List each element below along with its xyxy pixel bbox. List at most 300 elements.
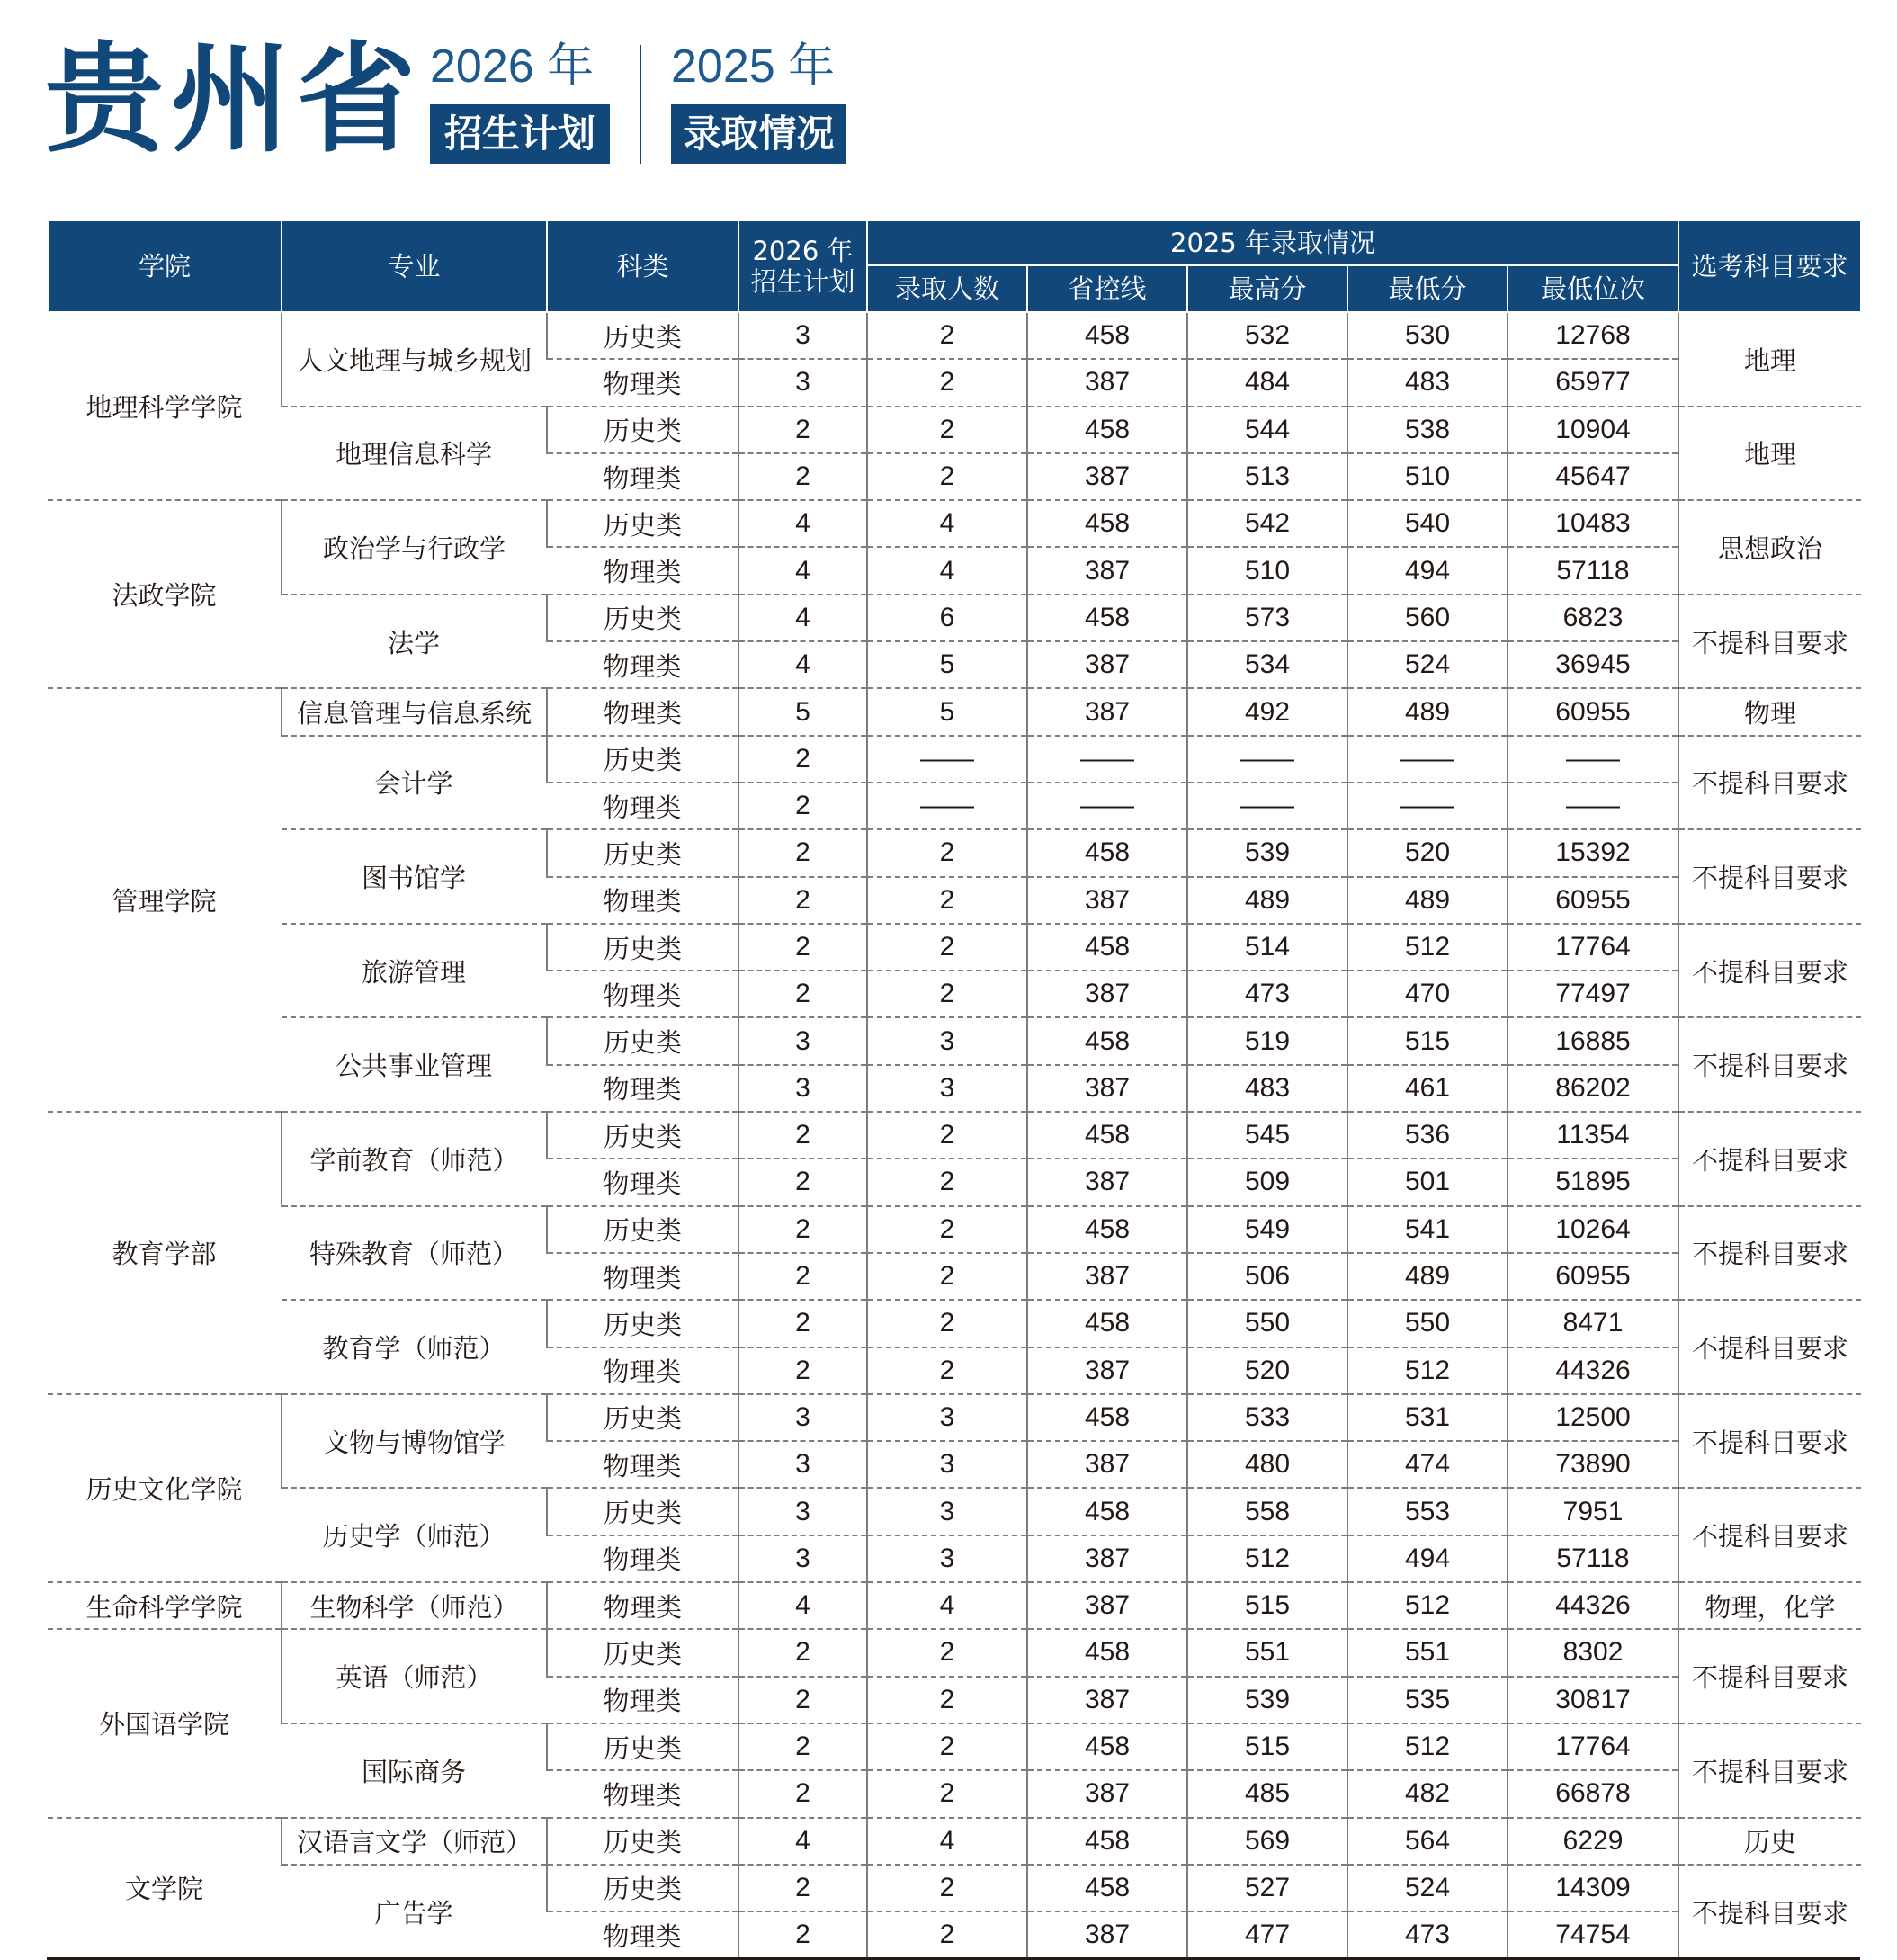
category-cell: 历史类 [547, 1818, 738, 1865]
admission-table-container [47, 219, 1860, 1957]
max-score-cell: 513 [1187, 453, 1347, 500]
province-title: 贵州省 [45, 31, 423, 169]
table-row [48, 924, 1861, 971]
header-major: 专业 [282, 220, 547, 312]
table-row [48, 1017, 1861, 1064]
admitted-cell: 2 [867, 1865, 1027, 1911]
page-header [0, 0, 1897, 180]
category-cell: 历史类 [547, 1865, 738, 1911]
min-rank-cell: 36945 [1508, 641, 1678, 688]
category-cell: 历史类 [547, 1723, 738, 1770]
category-cell: 物理类 [547, 359, 738, 406]
table-row [48, 1206, 1861, 1253]
admitted-cell: 2 [867, 1206, 1027, 1253]
admitted-cell: 2 [867, 877, 1027, 924]
admitted-cell: 2 [867, 312, 1027, 359]
admitted-cell: 3 [867, 1017, 1027, 1064]
control-line-cell: 387 [1027, 1347, 1187, 1394]
table-row [48, 1629, 1861, 1676]
admitted-cell: 2 [867, 1253, 1027, 1300]
subject-req-cell: 不提科目要求 [1678, 1488, 1861, 1582]
control-line-cell: —— [1027, 783, 1187, 829]
control-line-cell: 458 [1027, 407, 1187, 453]
category-cell: 物理类 [547, 971, 738, 1017]
admitted-cell: 3 [867, 1535, 1027, 1582]
max-score-cell: 550 [1187, 1300, 1347, 1347]
admitted-cell: 2 [867, 407, 1027, 453]
plan-cell: 3 [738, 1394, 867, 1441]
header-subject-req: 选考科目要求 [1678, 220, 1861, 312]
header-control-line: 省控线 [1027, 265, 1187, 312]
plan-cell: 4 [738, 547, 867, 594]
admit-tag: 录取情况 [671, 104, 846, 164]
admitted-cell: 4 [867, 1582, 1027, 1629]
max-score-cell: 485 [1187, 1770, 1347, 1817]
plan-cell: 4 [738, 1818, 867, 1865]
control-line-cell: 458 [1027, 1300, 1187, 1347]
major-cell: 教育学（师范） [282, 1300, 547, 1394]
control-line-cell: 387 [1027, 359, 1187, 406]
min-rank-cell: 45647 [1508, 453, 1678, 500]
min-rank-cell: 7951 [1508, 1488, 1678, 1535]
control-line-cell: 387 [1027, 1065, 1187, 1112]
plan-cell: 2 [738, 1911, 867, 1957]
plan-cell: 2 [738, 1253, 867, 1300]
min-score-cell: 494 [1347, 1535, 1508, 1582]
min-score-cell: 553 [1347, 1488, 1508, 1535]
category-cell: 物理类 [547, 453, 738, 500]
table-row [48, 1488, 1861, 1535]
max-score-cell: 539 [1187, 829, 1347, 876]
min-rank-cell: —— [1508, 783, 1678, 829]
header-admit-group: 2025 年录取情况 [867, 220, 1678, 265]
header-category: 科类 [547, 220, 738, 312]
table-row [48, 1723, 1861, 1770]
plan-cell: 2 [738, 783, 867, 829]
category-cell: 物理类 [547, 877, 738, 924]
control-line-cell: 387 [1027, 1582, 1187, 1629]
min-rank-cell: 10483 [1508, 500, 1678, 547]
min-score-cell: 540 [1347, 500, 1508, 547]
plan-cell: 4 [738, 500, 867, 547]
max-score-cell: —— [1187, 783, 1347, 829]
max-score-cell: 483 [1187, 1065, 1347, 1112]
subject-req-cell: 地理 [1678, 312, 1861, 407]
min-rank-cell: 44326 [1508, 1347, 1678, 1394]
max-score-cell: 519 [1187, 1017, 1347, 1064]
max-score-cell: 509 [1187, 1159, 1347, 1205]
major-cell: 学前教育（师范） [282, 1112, 547, 1206]
admitted-cell: 2 [867, 1347, 1027, 1394]
max-score-cell: 534 [1187, 641, 1347, 688]
min-score-cell: 538 [1347, 407, 1508, 453]
control-line-cell: 458 [1027, 1818, 1187, 1865]
category-cell: 历史类 [547, 924, 738, 971]
category-cell: 物理类 [547, 688, 738, 735]
table-body [48, 312, 1861, 1957]
control-line-cell: 458 [1027, 1865, 1187, 1911]
min-rank-cell: 51895 [1508, 1159, 1678, 1205]
plan-cell: 4 [738, 595, 867, 641]
college-cell: 管理学院 [48, 688, 282, 1112]
control-line-cell: 387 [1027, 641, 1187, 688]
min-rank-cell: 14309 [1508, 1865, 1678, 1911]
min-score-cell: 564 [1347, 1818, 1508, 1865]
major-cell: 政治学与行政学 [282, 500, 547, 595]
plan-cell: 2 [738, 877, 867, 924]
min-score-cell: 520 [1347, 829, 1508, 876]
admitted-cell: 2 [867, 829, 1027, 876]
max-score-cell: 506 [1187, 1253, 1347, 1300]
subject-req-cell: 不提科目要求 [1678, 924, 1861, 1018]
min-rank-cell: 74754 [1508, 1911, 1678, 1957]
min-score-cell: 524 [1347, 1865, 1508, 1911]
table-row [48, 688, 1861, 735]
major-cell: 会计学 [282, 736, 547, 830]
min-score-cell: 541 [1347, 1206, 1508, 1253]
max-score-cell: —— [1187, 736, 1347, 783]
admitted-cell: 4 [867, 547, 1027, 594]
table-row [48, 1582, 1861, 1629]
plan-cell: 2 [738, 1723, 867, 1770]
max-score-cell: 510 [1187, 547, 1347, 594]
category-cell: 历史类 [547, 1629, 738, 1676]
control-line-cell: 458 [1027, 1488, 1187, 1535]
subject-req-cell: 不提科目要求 [1678, 1300, 1861, 1394]
subject-req-cell: 历史 [1678, 1818, 1861, 1865]
max-score-cell: 527 [1187, 1865, 1347, 1911]
admitted-cell: —— [867, 736, 1027, 783]
college-cell: 历史文化学院 [48, 1394, 282, 1582]
table-row [48, 1818, 1861, 1865]
subject-req-cell: 不提科目要求 [1678, 829, 1861, 924]
header-max-score: 最高分 [1187, 265, 1347, 312]
plan-cell: 2 [738, 924, 867, 971]
subject-req-cell: 不提科目要求 [1678, 1017, 1861, 1112]
plan-cell: 2 [738, 1159, 867, 1205]
min-rank-cell: 17764 [1508, 924, 1678, 971]
category-cell: 物理类 [547, 1911, 738, 1957]
min-score-cell: 512 [1347, 1347, 1508, 1394]
plan-cell: 2 [738, 407, 867, 453]
table-header [48, 220, 1861, 312]
max-score-cell: 532 [1187, 312, 1347, 359]
min-rank-cell: 17764 [1508, 1723, 1678, 1770]
control-line-cell: 458 [1027, 1394, 1187, 1441]
major-cell: 特殊教育（师范） [282, 1206, 547, 1301]
control-line-cell: 387 [1027, 688, 1187, 735]
min-rank-cell: 10264 [1508, 1206, 1678, 1253]
min-score-cell: 473 [1347, 1911, 1508, 1957]
subject-req-cell: 思想政治 [1678, 500, 1861, 595]
min-score-cell: 560 [1347, 595, 1508, 641]
admitted-cell: 2 [867, 1159, 1027, 1205]
category-cell: 历史类 [547, 312, 738, 359]
max-score-cell: 512 [1187, 1535, 1347, 1582]
major-cell: 生物科学（师范） [282, 1582, 547, 1629]
category-cell: 物理类 [547, 1770, 738, 1817]
min-rank-cell: 60955 [1508, 877, 1678, 924]
control-line-cell: 387 [1027, 1535, 1187, 1582]
max-score-cell: 515 [1187, 1723, 1347, 1770]
control-line-cell: 387 [1027, 453, 1187, 500]
category-cell: 历史类 [547, 407, 738, 453]
plan-cell: 2 [738, 829, 867, 876]
category-cell: 历史类 [547, 595, 738, 641]
admitted-cell: 2 [867, 1770, 1027, 1817]
plan-cell: 2 [738, 971, 867, 1017]
plan-cell: 4 [738, 641, 867, 688]
admitted-cell: 3 [867, 1441, 1027, 1488]
min-score-cell: 489 [1347, 877, 1508, 924]
plan-cell: 3 [738, 1535, 867, 1582]
min-rank-cell: 86202 [1508, 1065, 1678, 1112]
subject-req-cell: 不提科目要求 [1678, 1629, 1861, 1723]
min-score-cell: 470 [1347, 971, 1508, 1017]
control-line-cell: 387 [1027, 1677, 1187, 1723]
min-score-cell: 489 [1347, 1253, 1508, 1300]
max-score-cell: 545 [1187, 1112, 1347, 1159]
min-score-cell: 530 [1347, 312, 1508, 359]
min-score-cell: 515 [1347, 1017, 1508, 1064]
max-score-cell: 549 [1187, 1206, 1347, 1253]
min-rank-cell: 11354 [1508, 1112, 1678, 1159]
plan-cell: 2 [738, 1206, 867, 1253]
max-score-cell: 480 [1187, 1441, 1347, 1488]
category-cell: 物理类 [547, 1159, 738, 1205]
plan-tag: 招生计划 [430, 104, 610, 164]
control-line-cell: 387 [1027, 547, 1187, 594]
min-rank-cell: 8302 [1508, 1629, 1678, 1676]
header-min-score: 最低分 [1347, 265, 1508, 312]
table-row [48, 312, 1861, 359]
min-rank-cell: 6229 [1508, 1818, 1678, 1865]
admitted-cell: 2 [867, 1629, 1027, 1676]
category-cell: 历史类 [547, 1300, 738, 1347]
major-cell: 信息管理与信息系统 [282, 688, 547, 735]
major-cell: 人文地理与城乡规划 [282, 312, 547, 407]
table-row [48, 500, 1861, 547]
table-row [48, 736, 1861, 783]
min-rank-cell: 8471 [1508, 1300, 1678, 1347]
min-score-cell: 512 [1347, 924, 1508, 971]
subject-req-cell: 物理 [1678, 688, 1861, 735]
admitted-cell: 5 [867, 688, 1027, 735]
control-line-cell: 458 [1027, 1723, 1187, 1770]
plan-cell: 2 [738, 1770, 867, 1817]
category-cell: 物理类 [547, 1441, 738, 1488]
min-rank-cell: 16885 [1508, 1017, 1678, 1064]
control-line-cell: —— [1027, 736, 1187, 783]
min-rank-cell: 12500 [1508, 1394, 1678, 1441]
max-score-cell: 492 [1187, 688, 1347, 735]
admitted-cell: 6 [867, 595, 1027, 641]
min-rank-cell: 77497 [1508, 971, 1678, 1017]
college-cell: 地理科学学院 [48, 312, 282, 500]
control-line-cell: 458 [1027, 1629, 1187, 1676]
major-cell: 汉语言文学（师范） [282, 1818, 547, 1865]
category-cell: 历史类 [547, 1206, 738, 1253]
category-cell: 物理类 [547, 547, 738, 594]
min-rank-cell: 65977 [1508, 359, 1678, 406]
subject-req-cell: 不提科目要求 [1678, 1865, 1861, 1958]
control-line-cell: 458 [1027, 1112, 1187, 1159]
major-cell: 公共事业管理 [282, 1017, 547, 1112]
min-score-cell: 550 [1347, 1300, 1508, 1347]
plan-cell: 2 [738, 453, 867, 500]
major-cell: 广告学 [282, 1865, 547, 1958]
subject-req-cell: 不提科目要求 [1678, 1723, 1861, 1818]
header-admitted: 录取人数 [867, 265, 1027, 312]
major-cell: 法学 [282, 595, 547, 689]
table-row [48, 829, 1861, 876]
max-score-cell: 542 [1187, 500, 1347, 547]
min-score-cell: 501 [1347, 1159, 1508, 1205]
control-line-cell: 458 [1027, 924, 1187, 971]
min-score-cell: 474 [1347, 1441, 1508, 1488]
category-cell: 历史类 [547, 1488, 738, 1535]
control-line-cell: 458 [1027, 829, 1187, 876]
admitted-cell: —— [867, 783, 1027, 829]
min-score-cell: 482 [1347, 1770, 1508, 1817]
category-cell: 物理类 [547, 1253, 738, 1300]
max-score-cell: 484 [1187, 359, 1347, 406]
category-cell: 历史类 [547, 1112, 738, 1159]
major-cell: 图书馆学 [282, 829, 547, 924]
admit-year-label: 2025 年 [671, 40, 836, 93]
min-score-cell: —— [1347, 736, 1508, 783]
control-line-cell: 387 [1027, 971, 1187, 1017]
admitted-cell: 3 [867, 1488, 1027, 1535]
min-rank-cell: —— [1508, 736, 1678, 783]
category-cell: 物理类 [547, 641, 738, 688]
admitted-cell: 2 [867, 1911, 1027, 1957]
max-score-cell: 515 [1187, 1582, 1347, 1629]
plan-cell: 2 [738, 1677, 867, 1723]
subject-req-cell: 不提科目要求 [1678, 1394, 1861, 1489]
subject-req-cell: 不提科目要求 [1678, 1206, 1861, 1301]
min-rank-cell: 57118 [1508, 1535, 1678, 1582]
min-score-cell: 494 [1347, 547, 1508, 594]
admitted-cell: 3 [867, 1394, 1027, 1441]
max-score-cell: 520 [1187, 1347, 1347, 1394]
major-cell: 文物与博物馆学 [282, 1394, 547, 1489]
max-score-cell: 477 [1187, 1911, 1347, 1957]
plan-cell: 3 [738, 1017, 867, 1064]
plan-cell: 3 [738, 312, 867, 359]
min-rank-cell: 60955 [1508, 688, 1678, 735]
major-cell: 地理信息科学 [282, 407, 547, 501]
subject-req-cell: 物理，化学 [1678, 1582, 1861, 1629]
min-rank-cell: 30817 [1508, 1677, 1678, 1723]
min-rank-cell: 44326 [1508, 1582, 1678, 1629]
admission-table [47, 219, 1862, 1957]
max-score-cell: 514 [1187, 924, 1347, 971]
admitted-cell: 2 [867, 359, 1027, 406]
admitted-cell: 2 [867, 971, 1027, 1017]
table-row [48, 1112, 1861, 1159]
major-cell: 国际商务 [282, 1723, 547, 1818]
min-score-cell: —— [1347, 783, 1508, 829]
control-line-cell: 387 [1027, 1770, 1187, 1817]
min-score-cell: 531 [1347, 1394, 1508, 1441]
plan-cell: 2 [738, 736, 867, 783]
college-cell: 生命科学学院 [48, 1582, 282, 1629]
control-line-cell: 387 [1027, 1911, 1187, 1957]
min-rank-cell: 57118 [1508, 547, 1678, 594]
min-rank-cell: 10904 [1508, 407, 1678, 453]
admitted-cell: 2 [867, 1677, 1027, 1723]
college-cell: 文学院 [48, 1818, 282, 1958]
min-rank-cell: 15392 [1508, 829, 1678, 876]
category-cell: 物理类 [547, 1677, 738, 1723]
table-row [48, 1394, 1861, 1441]
plan-cell: 3 [738, 1441, 867, 1488]
category-cell: 历史类 [547, 829, 738, 876]
min-rank-cell: 73890 [1508, 1441, 1678, 1488]
control-line-cell: 458 [1027, 1017, 1187, 1064]
category-cell: 物理类 [547, 1535, 738, 1582]
category-cell: 历史类 [547, 1394, 738, 1441]
table-row [48, 407, 1861, 453]
min-score-cell: 551 [1347, 1629, 1508, 1676]
min-rank-cell: 6823 [1508, 595, 1678, 641]
college-cell: 法政学院 [48, 500, 282, 688]
plan-cell: 3 [738, 1488, 867, 1535]
plan-cell: 2 [738, 1865, 867, 1911]
category-cell: 物理类 [547, 1065, 738, 1112]
admitted-cell: 2 [867, 453, 1027, 500]
max-score-cell: 569 [1187, 1818, 1347, 1865]
admitted-cell: 2 [867, 1723, 1027, 1770]
max-score-cell: 533 [1187, 1394, 1347, 1441]
header-college: 学院 [48, 220, 282, 312]
header-min-rank: 最低位次 [1508, 265, 1678, 312]
control-line-cell: 458 [1027, 595, 1187, 641]
min-score-cell: 535 [1347, 1677, 1508, 1723]
plan-cell: 2 [738, 1347, 867, 1394]
subject-req-cell: 不提科目要求 [1678, 1112, 1861, 1206]
major-cell: 英语（师范） [282, 1629, 547, 1723]
plan-cell: 3 [738, 359, 867, 406]
admitted-cell: 5 [867, 641, 1027, 688]
header-divider [640, 45, 641, 164]
table-row [48, 595, 1861, 641]
admitted-cell: 4 [867, 500, 1027, 547]
major-cell: 历史学（师范） [282, 1488, 547, 1582]
plan-cell: 3 [738, 1065, 867, 1112]
subject-req-cell: 不提科目要求 [1678, 736, 1861, 830]
min-score-cell: 512 [1347, 1723, 1508, 1770]
min-rank-cell: 12768 [1508, 312, 1678, 359]
max-score-cell: 539 [1187, 1677, 1347, 1723]
plan-cell: 4 [738, 1582, 867, 1629]
control-line-cell: 387 [1027, 877, 1187, 924]
control-line-cell: 387 [1027, 1253, 1187, 1300]
category-cell: 历史类 [547, 1017, 738, 1064]
control-line-cell: 458 [1027, 500, 1187, 547]
plan-cell: 2 [738, 1112, 867, 1159]
max-score-cell: 544 [1187, 407, 1347, 453]
plan-year-label: 2026 年 [430, 40, 595, 93]
category-cell: 物理类 [547, 1347, 738, 1394]
category-cell: 历史类 [547, 500, 738, 547]
admitted-cell: 3 [867, 1065, 1027, 1112]
min-score-cell: 489 [1347, 688, 1508, 735]
plan-cell: 2 [738, 1300, 867, 1347]
table-row [48, 1300, 1861, 1347]
major-cell: 旅游管理 [282, 924, 547, 1018]
